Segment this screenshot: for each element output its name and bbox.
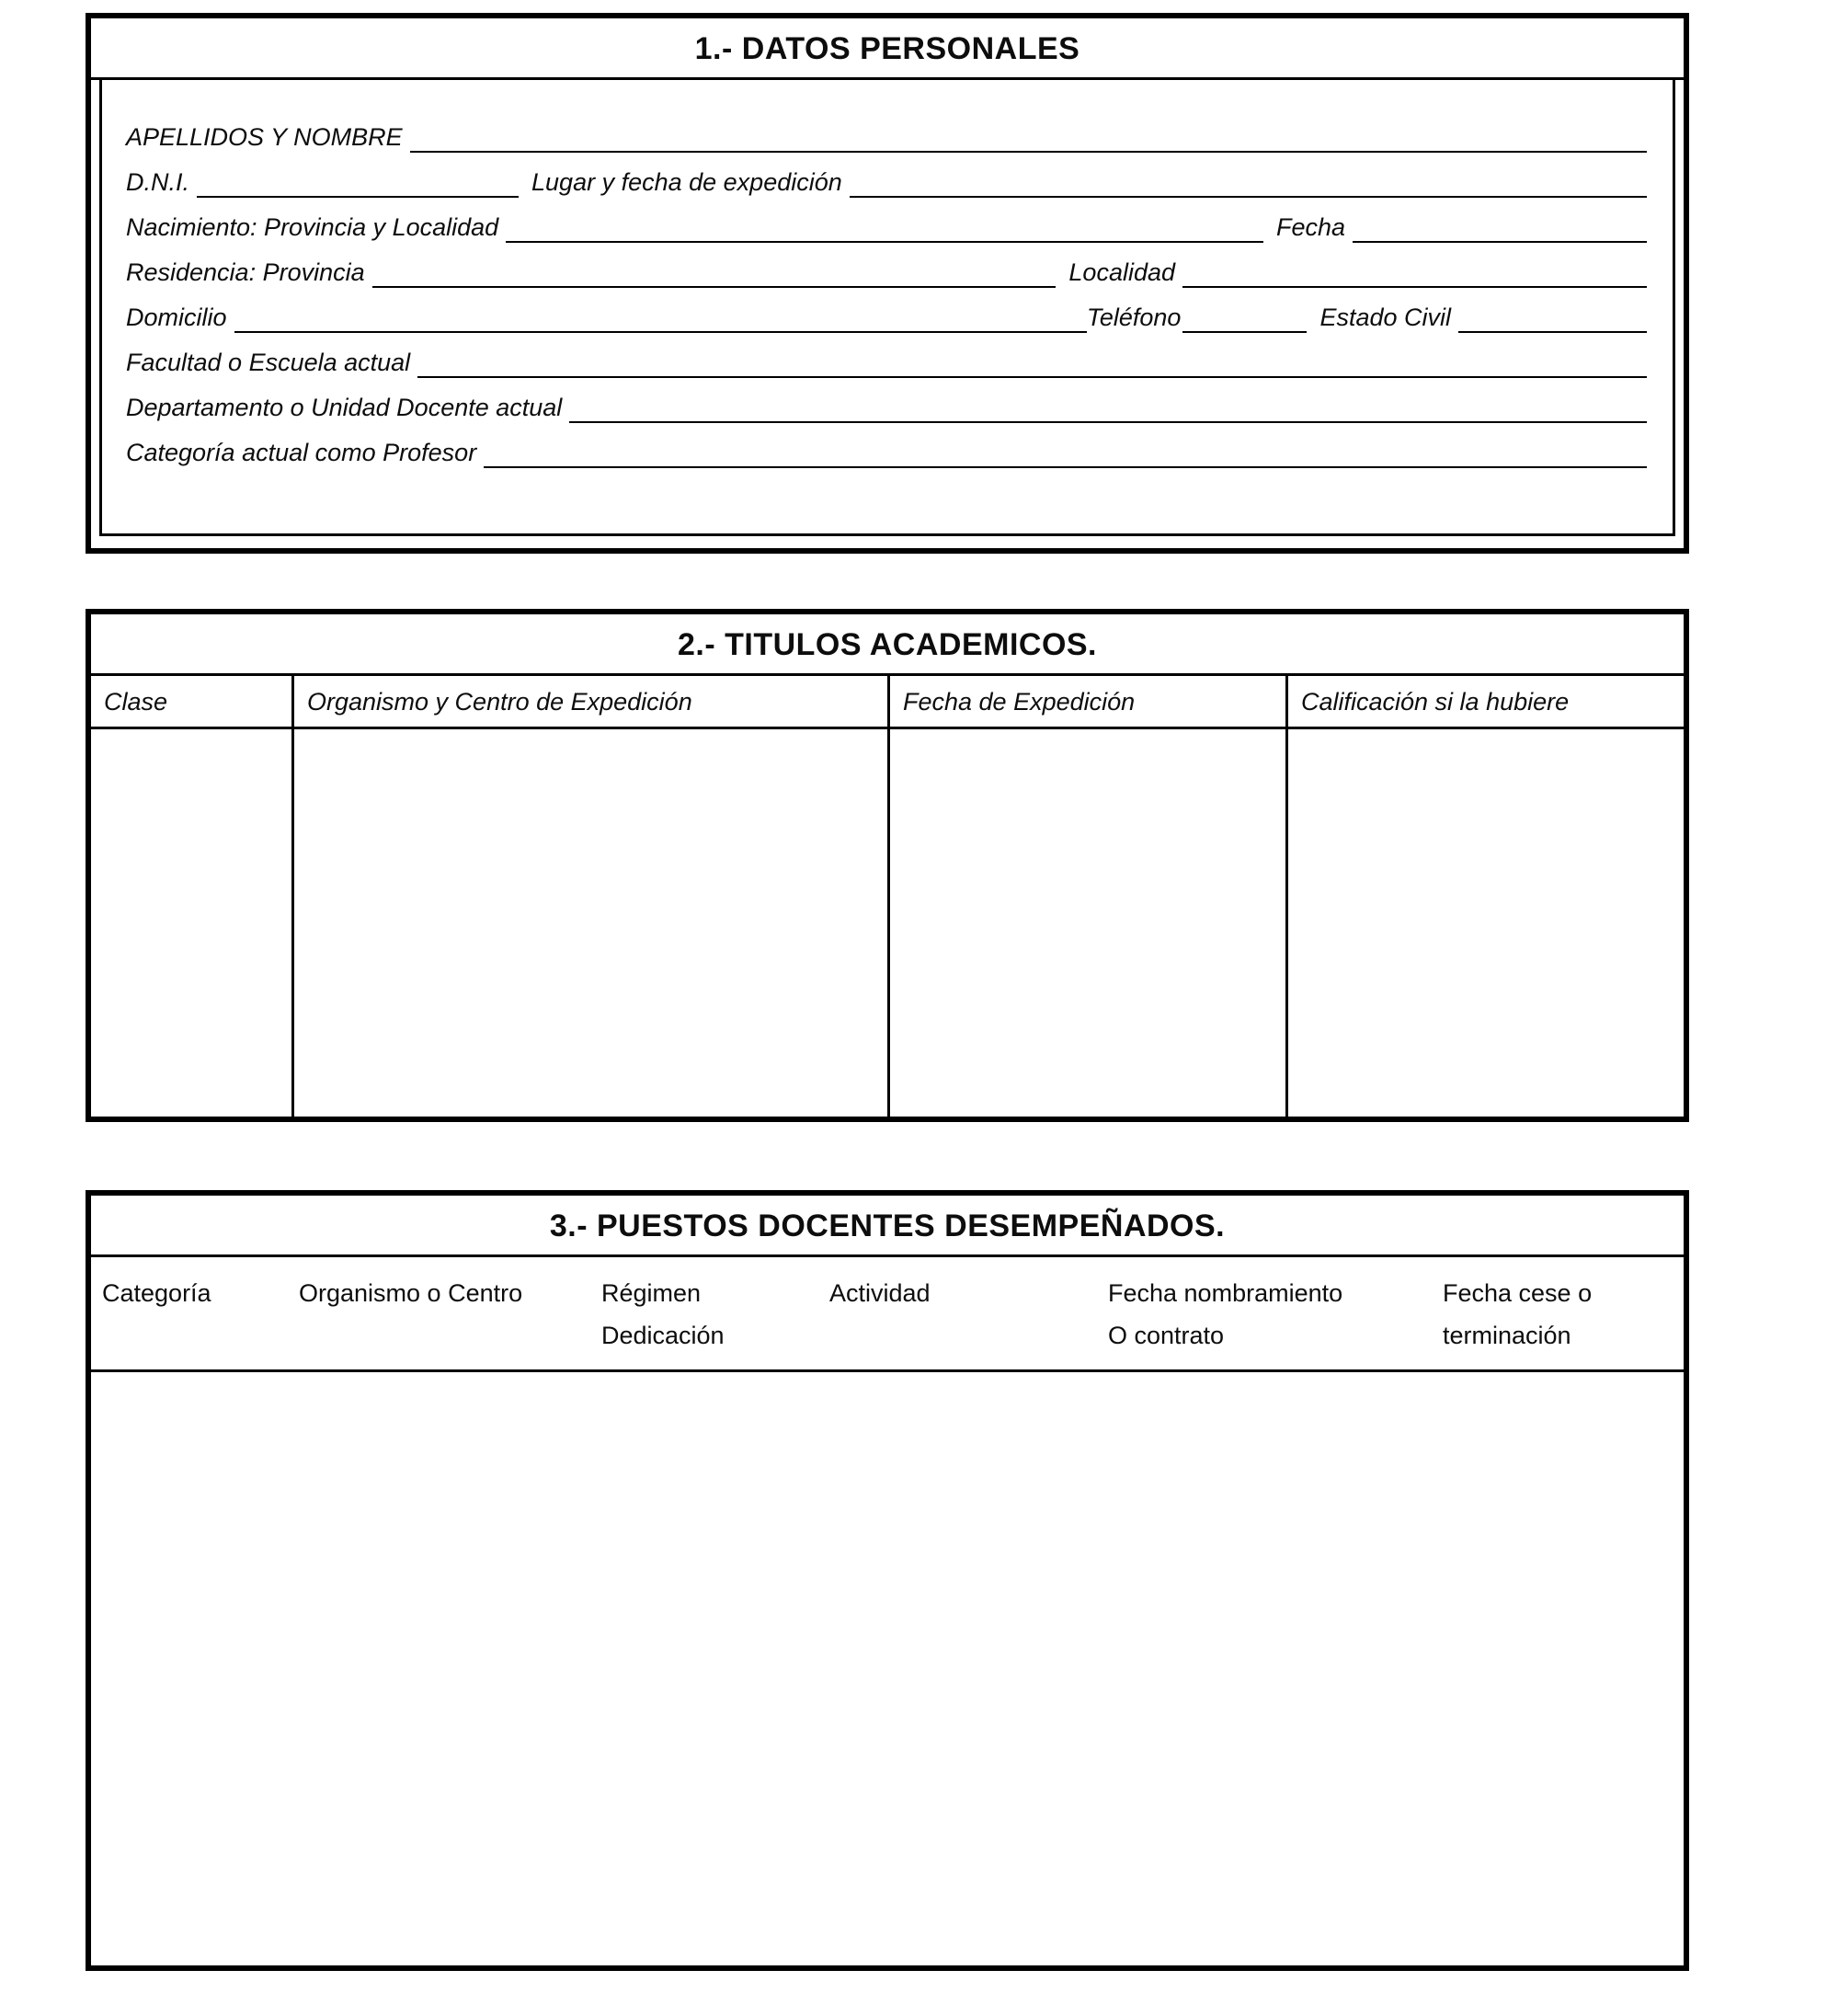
column-header-clase: Clase xyxy=(91,676,294,727)
fecha-cese-header-line1: Fecha cese o xyxy=(1443,1279,1593,1307)
titulos-academicos-title: 2.- TITULOS ACADEMICOS. xyxy=(91,614,1684,676)
column-header-fecha-cese xyxy=(1432,1272,1684,1357)
dni-label: D.N.I. xyxy=(126,168,190,196)
fecha-nombramiento-header-line2: O contrato xyxy=(1108,1322,1225,1349)
telefono-label: Teléfono xyxy=(1086,304,1182,331)
apellidos-y-nombre-label: APELLIDOS Y NOMBRE xyxy=(126,123,403,151)
fecha-nacimiento-fill-line xyxy=(1353,234,1647,243)
facultad-fill-line xyxy=(417,369,1647,378)
departamento-o-unidad-docente-label: Departamento o Unidad Docente actual xyxy=(126,394,563,421)
dni-fill-line xyxy=(197,189,519,198)
titulos-academicos-body xyxy=(91,729,1684,1117)
organismo-o-centro-header-line1: Organismo o Centro xyxy=(299,1279,523,1307)
field-row-residencia xyxy=(126,243,1647,288)
categoria-actual-como-profesor-label: Categoría actual como Profesor xyxy=(126,439,477,466)
column-header-categoria xyxy=(91,1272,288,1357)
apellidos-y-nombre-fill-line xyxy=(410,143,1647,153)
fecha-nacimiento-label: Fecha xyxy=(1275,213,1345,241)
field-row-apellidos xyxy=(126,108,1647,153)
categoria-header-line1: Categoría xyxy=(102,1279,211,1307)
section-puestos-docentes xyxy=(86,1190,1689,1971)
clase-body-cell xyxy=(91,729,294,1117)
categoria-fill-line xyxy=(484,459,1647,468)
field-row-nacimiento xyxy=(126,198,1647,243)
column-header-fecha-nombramiento xyxy=(1097,1272,1432,1357)
localidad-fill-line xyxy=(1182,279,1647,288)
fecha-expedicion-body-cell xyxy=(890,729,1288,1117)
field-row-facultad xyxy=(126,333,1647,378)
departamento-fill-line xyxy=(569,414,1647,423)
section-datos-personales xyxy=(86,13,1689,554)
puestos-docentes-title: 3.- PUESTOS DOCENTES DESEMPEÑADOS. xyxy=(91,1196,1684,1257)
lugar-y-fecha-expedicion-fill-line xyxy=(850,189,1647,198)
column-header-calificacion: Calificación si la hubiere xyxy=(1301,688,1570,716)
column-header-regimen-dedicacion xyxy=(590,1272,818,1357)
puestos-docentes-header-row xyxy=(91,1257,1684,1372)
puestos-docentes-body xyxy=(91,1372,1684,1965)
field-row-categoria xyxy=(126,423,1647,468)
domicilio-fill-line xyxy=(234,324,1087,333)
datos-personales-title: 1.- DATOS PERSONALES xyxy=(91,18,1684,80)
nacimiento-fill-line xyxy=(506,234,1263,243)
titulos-academicos-header-row xyxy=(91,676,1684,729)
telefono-fill-line xyxy=(1182,324,1307,333)
fecha-nombramiento-header-line1: Fecha nombramiento xyxy=(1108,1279,1343,1307)
organismo-body-cell xyxy=(294,729,890,1117)
localidad-label: Localidad xyxy=(1068,258,1175,286)
regimen-header-line1: Régimen xyxy=(601,1279,702,1307)
field-row-dni xyxy=(126,153,1647,198)
lugar-y-fecha-expedicion-label: Lugar y fecha de expedición xyxy=(531,168,842,196)
regimen-header-line2: Dedicación xyxy=(601,1322,725,1349)
nacimiento-provincia-localidad-label: Nacimiento: Provincia y Localidad xyxy=(126,213,499,241)
column-header-actividad xyxy=(818,1272,1097,1357)
field-row-departamento xyxy=(126,378,1647,423)
fecha-cese-header-line2: terminación xyxy=(1443,1322,1571,1349)
section-titulos-academicos xyxy=(86,609,1689,1122)
calificacion-body-cell xyxy=(1288,729,1684,1117)
residencia-provincia-fill-line xyxy=(372,279,1057,288)
estado-civil-fill-line xyxy=(1458,324,1647,333)
column-header-fecha-expedicion: Fecha de Expedición xyxy=(890,676,1288,727)
datos-personales-fields-box xyxy=(99,80,1675,536)
actividad-header-line1: Actividad xyxy=(829,1279,931,1307)
column-header-organismo-centro-expedicion: Organismo y Centro de Expedición xyxy=(294,676,890,727)
domicilio-label: Domicilio xyxy=(126,304,227,331)
field-row-domicilio xyxy=(126,288,1647,333)
facultad-o-escuela-actual-label: Facultad o Escuela actual xyxy=(126,349,411,376)
residencia-provincia-label: Residencia: Provincia xyxy=(126,258,365,286)
estado-civil-label: Estado Civil xyxy=(1319,304,1451,331)
column-header-organismo-o-centro xyxy=(288,1272,590,1357)
